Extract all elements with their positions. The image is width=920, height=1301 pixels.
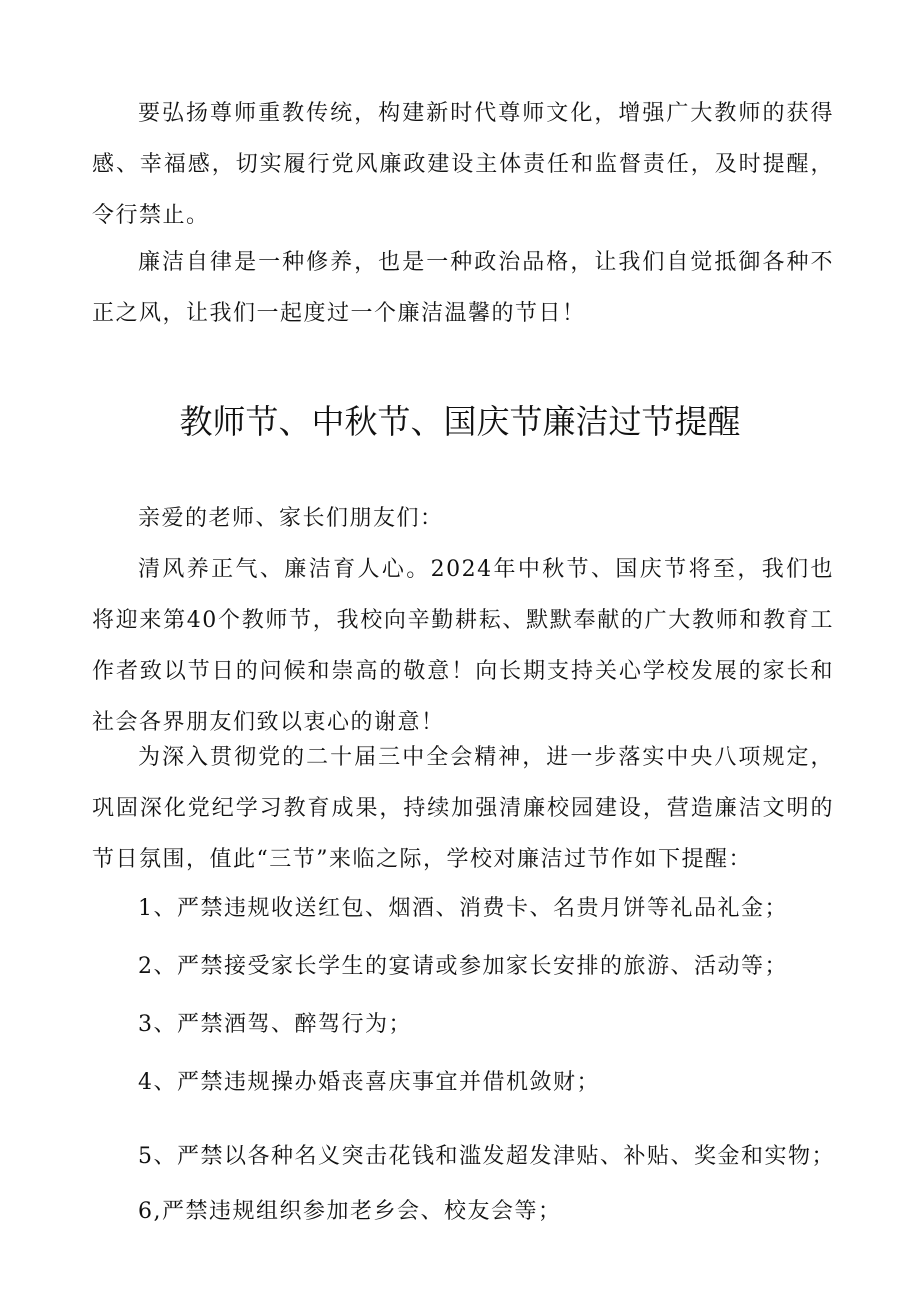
paragraph-teacher-culture: 要弘扬尊师重教传统，构建新时代尊师文化，增强广大教师的获得感、幸福感，切实履行党风廉政建设主体责任和监督责任，及时提醒，令行禁止。 [92, 101, 834, 228]
page-title: 教师节、中秋节、国庆节廉洁过节提醒 [179, 402, 741, 441]
list-item: 6,严禁违规组织参加老乡会、校友会等； [138, 1199, 562, 1224]
list-item: 2、严禁接受家长学生的宴请或参加家长安排的旅游、活动等； [138, 954, 788, 979]
paragraph-festival-greeting: 清风养正气、廉洁育人心。2024年中秋节、国庆节将至，我们也将迎来第40个教师节，我校向辛勤耕耘、默默奉献的广大教师和教育工作者致以节日的问候和崇高的敬意！向长期支持关心学校发展的家长和社会各界朋友们致以衷心的谢意！ [92, 557, 834, 735]
paragraph-reminder-intro: 为深入贯彻党的二十届三中全会精神，进一步落实中央八项规定，巩固深化党纪学习教育成果，持续加强清廉校园建设，营造廉洁文明的节日氛围，值此“三节”来临之际，学校对廉洁过节作如下提醒： [92, 745, 834, 872]
paragraph-self-discipline: 廉洁自律是一种修养，也是一种政治品格，让我们自觉抵御各种不正之风，让我们一起度过一个廉洁温馨的节日！ [92, 250, 834, 326]
list-item: 3、严禁酒驾、醉驾行为； [138, 1012, 412, 1037]
greeting: 亲爱的老师、家长们朋友们： [138, 506, 444, 531]
list-item: 1、严禁违规收送红包、烟酒、消费卡、名贵月饼等礼品礼金； [138, 896, 788, 921]
list-item: 4、严禁违规操办婚丧喜庆事宜并借机敛财； [138, 1070, 600, 1095]
list-item: 5、严禁以各种名义突击花钱和滥发超发津贴、补贴、奖金和实物； [138, 1144, 835, 1169]
